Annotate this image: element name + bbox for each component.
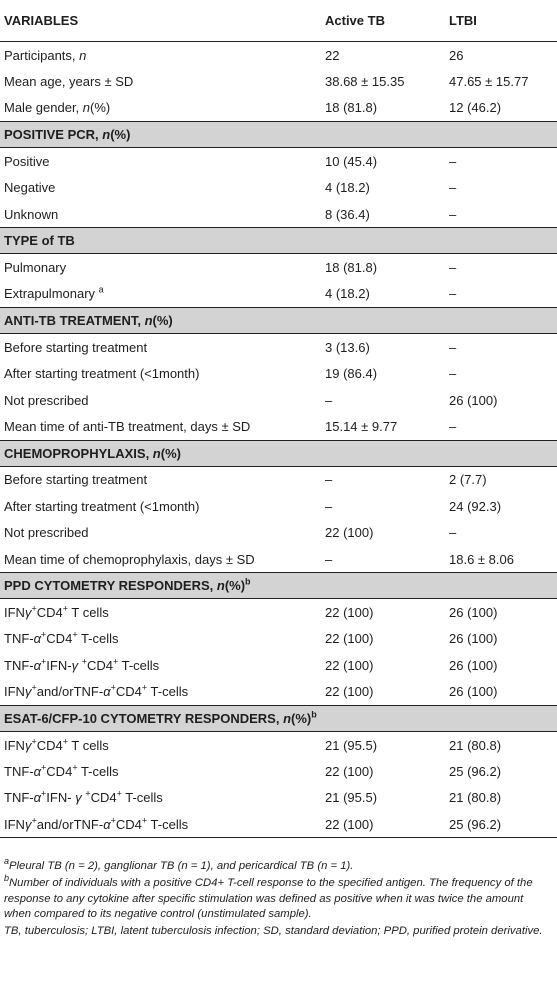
row-label: TNF-α+CD4+ T-cells bbox=[4, 762, 119, 779]
table-row bbox=[0, 334, 557, 360]
ltbi-value: – bbox=[449, 153, 457, 169]
row-label: TNF-α+CD4+ T-cells bbox=[4, 630, 119, 647]
active-tb-value: 4 (18.2) bbox=[325, 286, 370, 302]
table-header bbox=[0, 0, 557, 42]
row-label: Before starting treatment bbox=[4, 472, 148, 488]
ltbi-value: – bbox=[449, 525, 457, 541]
table-row bbox=[0, 758, 557, 784]
footnote-abbreviations: TB, tuberculosis; LTBI, latent tuberculosis infection; SD, standard deviation; PPD, purified protein derivative. bbox=[4, 925, 543, 938]
footnotes bbox=[4, 856, 552, 941]
table-row bbox=[0, 148, 557, 174]
active-tb-value: – bbox=[325, 498, 333, 514]
ltbi-value: 26 (100) bbox=[449, 604, 498, 620]
header-variables: VARIABLES bbox=[4, 13, 79, 28]
ltbi-value: 25 (96.2) bbox=[449, 816, 502, 832]
ltbi-value: 12 (46.2) bbox=[449, 100, 502, 116]
ltbi-value: 26 (100) bbox=[449, 392, 498, 408]
active-tb-value: 21 (95.5) bbox=[325, 737, 378, 753]
ltbi-value: 26 (100) bbox=[449, 657, 498, 673]
table-row bbox=[0, 175, 557, 201]
table-row bbox=[0, 811, 557, 837]
table-row bbox=[0, 413, 557, 439]
ltbi-value: – bbox=[449, 260, 457, 276]
ltbi-value: – bbox=[449, 286, 457, 302]
active-tb-value: 38.68 ± 15.35 bbox=[325, 74, 405, 90]
table-row bbox=[0, 732, 557, 758]
section-label: ESAT-6/CFP-10 CYTOMETRY RESPONDERS, n(%)$^b$ bbox=[4, 709, 317, 726]
row-label: IFNγ+and/orTNF-α+CD4+ T-cells bbox=[4, 815, 189, 832]
row-label: Mean time of chemoprophylaxis, days ± SD bbox=[4, 551, 255, 567]
active-tb-value: 8 (36.4) bbox=[325, 206, 370, 222]
header-ltbi: LTBI bbox=[449, 13, 477, 28]
row-label: IFNγ+and/orTNF-α+CD4+ T-cells bbox=[4, 682, 189, 700]
active-tb-value: – bbox=[325, 551, 333, 567]
active-tb-value: 21 (95.5) bbox=[325, 790, 378, 806]
active-tb-value: 15.14 ± 9.77 bbox=[325, 418, 398, 434]
active-tb-value: 22 (100) bbox=[325, 684, 374, 700]
section-label: POSITIVE PCR, n(%) bbox=[4, 127, 131, 143]
ltbi-value: 21 (80.8) bbox=[449, 790, 502, 806]
ltbi-value: 26 bbox=[449, 47, 464, 63]
ltbi-value: – bbox=[449, 339, 457, 355]
table-row bbox=[0, 281, 557, 307]
table-row bbox=[0, 519, 557, 545]
active-tb-value: 22 (100) bbox=[325, 525, 374, 541]
row-label: Male gender, n(%) bbox=[4, 100, 111, 116]
ltbi-value: – bbox=[449, 418, 457, 434]
section-label: PPD CYTOMETRY RESPONDERS, n(%)$^b$ bbox=[4, 576, 251, 594]
ltbi-value: 24 (92.3) bbox=[449, 498, 502, 514]
active-tb-value: 19 (86.4) bbox=[325, 366, 378, 382]
active-tb-value: 18 (81.8) bbox=[325, 100, 378, 116]
ltbi-value: 18.6 ± 8.06 bbox=[449, 551, 514, 567]
active-tb-value: 22 (100) bbox=[325, 816, 374, 832]
row-label: TNF-α+IFN-γ +CD4+ T-cells bbox=[4, 656, 160, 673]
ltbi-value: 47.65 ± 15.77 bbox=[449, 74, 529, 90]
table-bottom-rule bbox=[0, 837, 557, 838]
ltbi-value: 25 (96.2) bbox=[449, 763, 502, 779]
row-label: IFNγ+CD4+ T cells bbox=[4, 736, 109, 753]
section-header bbox=[0, 121, 557, 148]
table-row bbox=[0, 254, 557, 280]
ltbi-value: 26 (100) bbox=[449, 684, 498, 700]
ltbi-value: – bbox=[449, 206, 457, 222]
table-row bbox=[0, 68, 557, 94]
row-label: After starting treatment (<1month) bbox=[4, 366, 200, 382]
row-label: Before starting treatment bbox=[4, 339, 148, 355]
section-label: CHEMOPROPHYLAXIS, n(%) bbox=[4, 445, 181, 461]
header-active-tb: Active TB bbox=[325, 13, 385, 28]
footnote-b: $^b$Number of individuals with a positive CD4+ T-cell response to the specified antigen. The frequency of the response to any cytokine after specific stimulation was defined as positive when it was twice the amount when compared to its negative control (unstimulated sample). bbox=[4, 873, 533, 920]
active-tb-value: 4 (18.2) bbox=[325, 180, 370, 196]
ltbi-value: 2 (7.7) bbox=[449, 472, 487, 488]
row-label: Participants, n bbox=[4, 47, 87, 63]
section-header bbox=[0, 572, 557, 599]
row-label: Not prescribed bbox=[4, 392, 89, 408]
row-label: TNF-α+IFN- γ +CD4+ T-cells bbox=[4, 788, 163, 806]
section-header bbox=[0, 440, 557, 467]
section-header bbox=[0, 307, 557, 334]
table-row bbox=[0, 387, 557, 413]
row-label: After starting treatment (<1month) bbox=[4, 498, 200, 514]
active-tb-value: 22 (100) bbox=[325, 604, 374, 620]
section-header bbox=[0, 227, 557, 254]
active-tb-value: 22 (100) bbox=[325, 763, 374, 779]
table-row bbox=[0, 493, 557, 519]
table-row bbox=[0, 785, 557, 811]
row-label: Pulmonary bbox=[4, 260, 67, 276]
active-tb-value: – bbox=[325, 472, 333, 488]
active-tb-value: – bbox=[325, 392, 333, 408]
table-row bbox=[0, 652, 557, 678]
row-label: IFNγ+CD4+ T cells bbox=[4, 603, 109, 620]
active-tb-value: 22 bbox=[325, 47, 340, 63]
row-label: Mean age, years ± SD bbox=[4, 74, 134, 90]
table-row bbox=[0, 546, 557, 572]
table-row bbox=[0, 361, 557, 387]
active-tb-value: 22 (100) bbox=[325, 631, 374, 647]
table-row bbox=[0, 467, 557, 493]
table-row bbox=[0, 678, 557, 704]
active-tb-value: 22 (100) bbox=[325, 657, 374, 673]
ltbi-value: 26 (100) bbox=[449, 631, 498, 647]
table-row bbox=[0, 95, 557, 121]
row-label: Extrapulmonary $^a$ bbox=[4, 285, 104, 302]
section-header bbox=[0, 705, 557, 732]
table-row bbox=[0, 201, 557, 227]
ltbi-value: 21 (80.8) bbox=[449, 737, 502, 753]
ltbi-value: – bbox=[449, 180, 457, 196]
ltbi-value: – bbox=[449, 366, 457, 382]
section-label: TYPE of TB bbox=[4, 233, 75, 249]
active-tb-value: 3 (13.6) bbox=[325, 339, 370, 355]
row-label: Positive bbox=[4, 153, 50, 169]
footnote-a: $^a$Pleural TB (n = 2), ganglionar TB (n = 1), and pericardical TB (n = 1). bbox=[4, 856, 354, 872]
active-tb-value: 10 (45.4) bbox=[325, 153, 378, 169]
row-label: Mean time of anti-TB treatment, days ± SD bbox=[4, 418, 251, 434]
row-label: Negative bbox=[4, 180, 56, 196]
table-row bbox=[0, 42, 557, 68]
table-body bbox=[0, 42, 557, 837]
table-row bbox=[0, 599, 557, 625]
active-tb-value: 18 (81.8) bbox=[325, 260, 378, 276]
table-row bbox=[0, 626, 557, 652]
row-label: Not prescribed bbox=[4, 525, 89, 541]
section-label: ANTI-TB TREATMENT, n(%) bbox=[4, 313, 173, 329]
row-label: Unknown bbox=[4, 206, 59, 222]
